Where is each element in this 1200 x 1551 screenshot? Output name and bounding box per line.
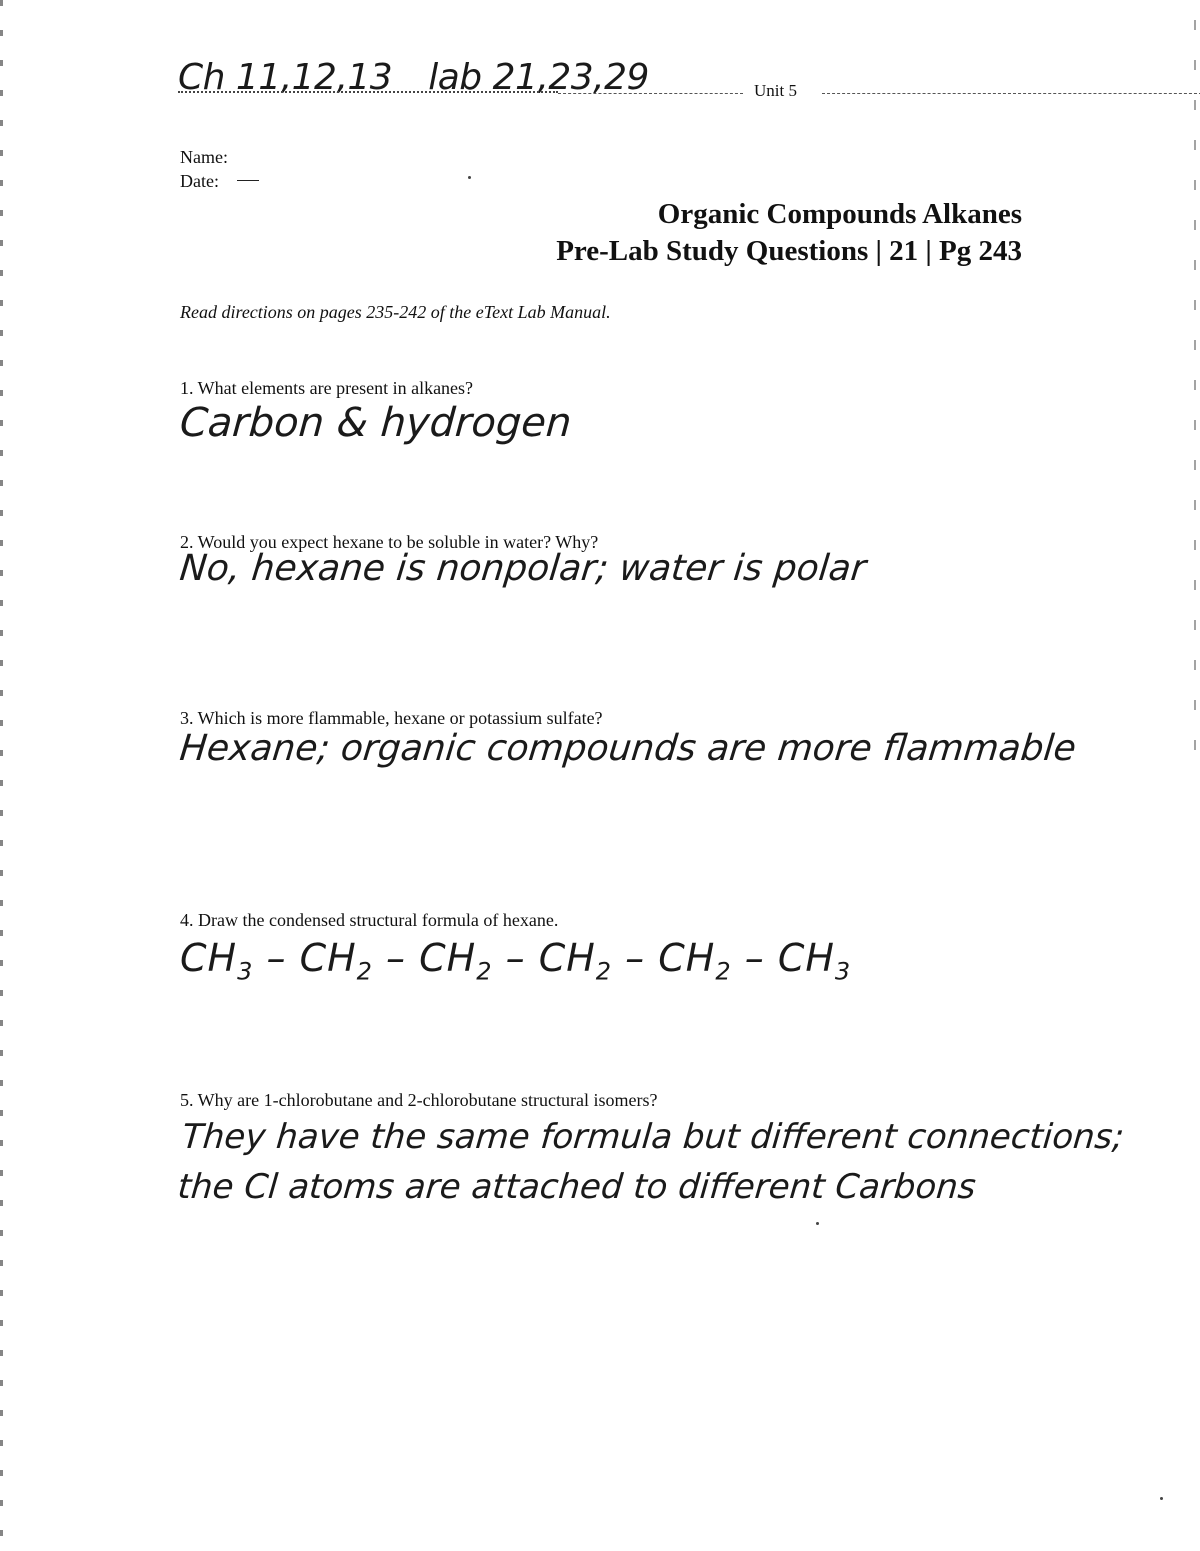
question-3: 3. Which is more flammable, hexane or potassium sulfate? [180,708,603,728]
scan-speck [468,176,471,179]
unit-label: Unit 5 [754,81,797,100]
question-5: 5. Why are 1-chlorobutane and 2-chlorobutane structural isomers? [180,1090,658,1110]
scan-edge-left [0,0,3,1551]
date-blank [237,180,259,181]
header-dotted-rule [178,91,558,93]
answer-5-line-2: the Cl atoms are attached to different Carbons [176,1167,978,1207]
scan-speck [816,1222,819,1225]
handwritten-labs: lab 21,23,29 [428,57,649,98]
date-label: Date: [180,171,219,191]
question-2: 2. Would you expect hexane to be soluble in water? Why? [180,532,599,552]
header-line [178,55,1023,107]
answer-4-hexane-formula: $CH_3 - CH_2 - CH_2 - CH_2 - CH_2 - CH_3$ [180,936,852,986]
handwritten-chapters: Ch 11,12,13 [178,57,393,98]
answer-2-handwritten: No, hexane is nonpolar; water is polar [177,548,868,589]
title-line-2: Pre-Lab Study Questions | 21 | Pg 243 [556,235,1022,267]
student-info [180,145,259,193]
scan-edge-right [1194,20,1196,780]
header-rule-left [558,93,743,94]
question-1: 1. What elements are present in alkanes? [180,378,474,398]
name-label: Name: [180,147,228,167]
answer-5-handwritten [176,1112,1126,1212]
answer-5-line-1: They have the same formula but different connections; [180,1117,1126,1157]
answer-3-handwritten: Hexane; organic compounds are more flammable [177,728,1078,769]
title-line-1: Organic Compounds Alkanes [657,198,1022,230]
directions-text: Read directions on pages 235-242 of the eText Lab Manual. [180,302,611,322]
header-rule-right [822,93,1200,94]
worksheet-title [556,196,1022,270]
scan-speck [1160,1497,1163,1500]
answer-1-handwritten: Carbon & hydrogen [178,400,574,446]
question-4: 4. Draw the condensed structural formula of hexane. [180,910,559,930]
